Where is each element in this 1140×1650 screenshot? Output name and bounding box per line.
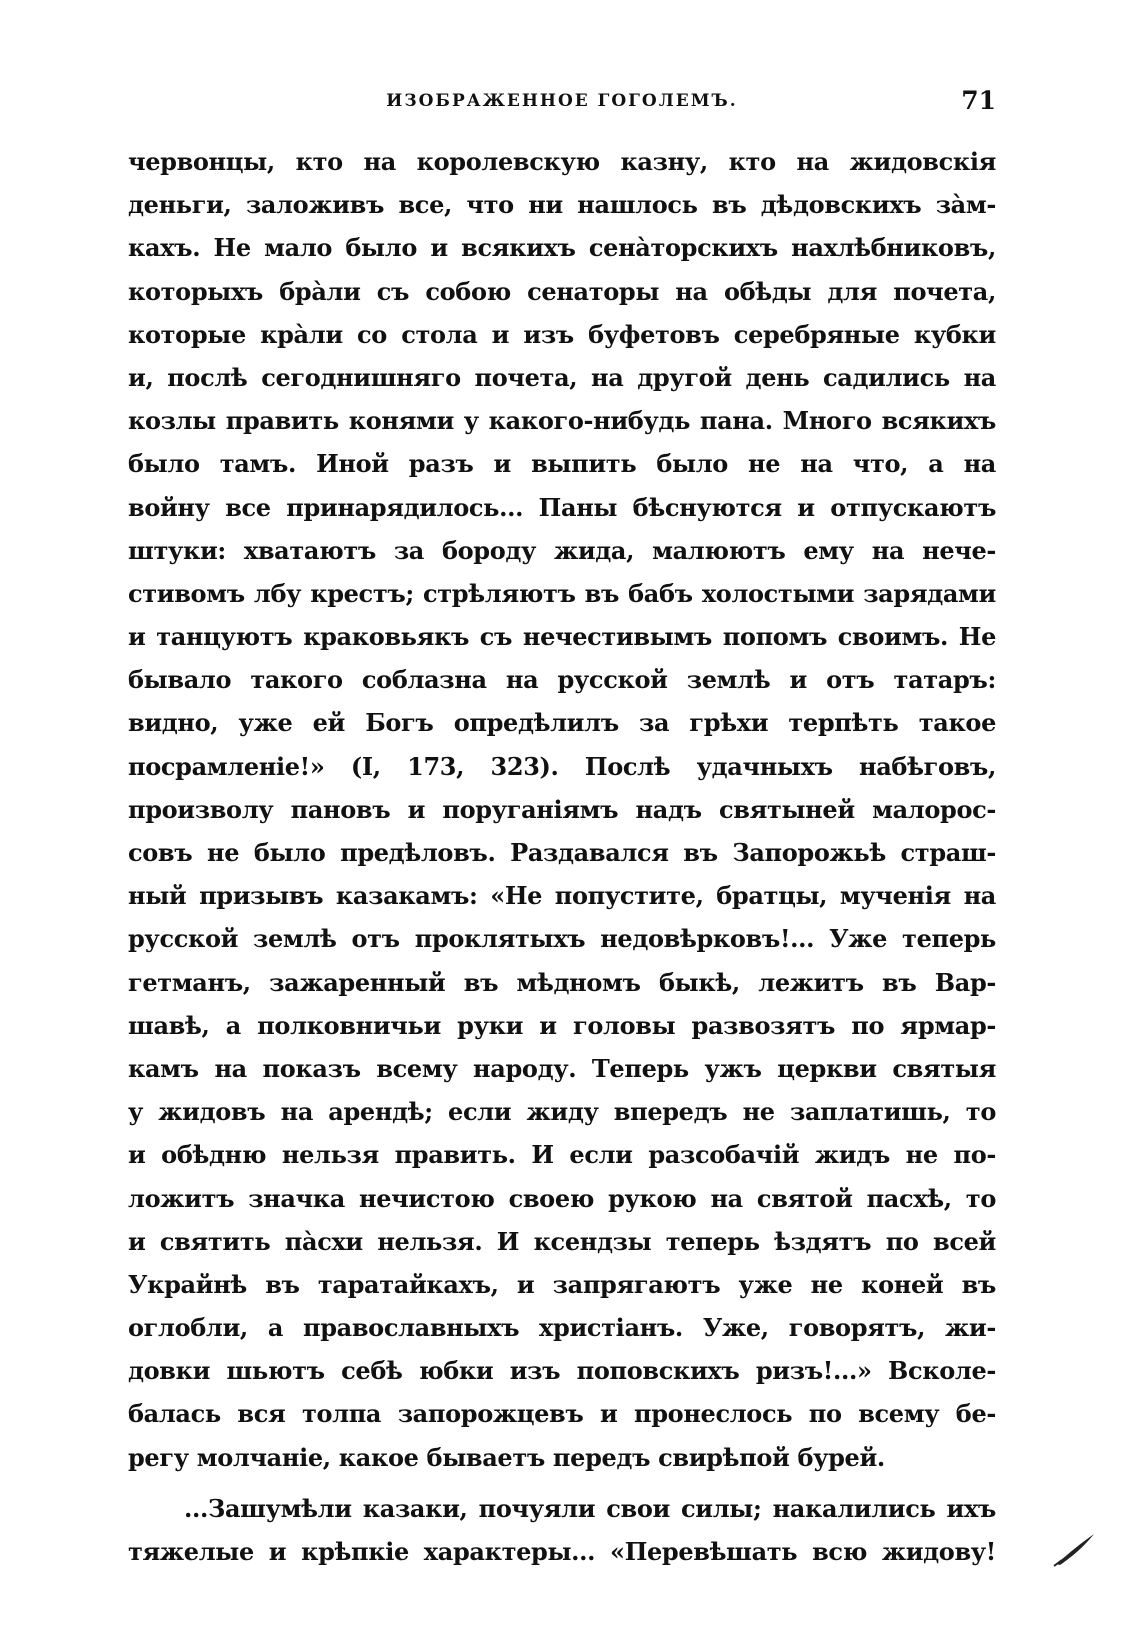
text-line: совъ не было предѣловъ. Раздавался въ Запорожьѣ страш- (128, 838, 996, 867)
paragraph-start-line: ...Зашумѣли казаки, почуяли свои силы; накалились ихъ (184, 1493, 996, 1523)
quill-mark-icon (1052, 1528, 1098, 1568)
body-text (128, 140, 996, 1573)
page-number: 71 (961, 86, 996, 115)
text-line: Украйнѣ въ таратайкахъ, и запрягаютъ уже не коней въ (128, 1269, 996, 1299)
text-line: и, послѣ сегоднишняго почета, на другой день садились на (128, 362, 996, 392)
text-line: ный призывъ казакамъ: «Не попустите, братцы, мученія на (128, 881, 996, 911)
text-line: тяжелые и крѣпкіе характеры... «Перевѣшать всю жидову! (128, 1537, 996, 1566)
paragraph-end-line: регу молчаніе, какое бываетъ передъ свирѣпой бурей. (128, 1442, 885, 1472)
text-line: шавѣ, а полковничьи руки и головы развозятъ по ярмар- (128, 1010, 996, 1040)
text-line: у жидовъ на арендѣ; если жиду впередъ не заплатишь, то (128, 1097, 996, 1127)
text-line: деньги, заложивъ все, что ни нашлось въ дѣдовскихъ зàм- (128, 190, 996, 220)
running-header (128, 86, 996, 116)
text-line: штуки: хватаютъ за бороду жида, малюютъ ему на нече- (128, 535, 996, 565)
text-line: видно, уже ей Богъ опредѣлилъ за грѣхи терпѣть такое (128, 708, 996, 738)
text-line: стивомъ лбу крестъ; стрѣляютъ въ бабъ холостыми зарядами (128, 578, 996, 608)
running-title: ИЗОБРАЖЕННОЕ ГОГОЛЕМЪ. (386, 91, 738, 111)
text-line: кахъ. Не мало было и всякихъ сенàторскихъ нахлѣбниковъ, (128, 233, 996, 263)
text-line: было тамъ. Иной разъ и выпить было не на что, а на (128, 449, 996, 479)
text-line: и обѣдню нельзя править. И если разсобачій жидъ не по- (128, 1140, 996, 1170)
text-line: и танцуютъ краковьякъ съ нечестивымъ попомъ своимъ. Не (128, 622, 996, 652)
text-line: посрамленіе!» (I, 173, 323). Послѣ удачныхъ набѣговъ, (128, 751, 996, 781)
text-line: червонцы, кто на королевскую казну, кто на жидовскія (128, 147, 996, 176)
text-line: довки шьютъ себѣ юбки изъ поповскихъ ризъ!...» Всколе- (128, 1356, 996, 1386)
text-line: которыхъ брàли съ собою сенаторы на обѣды для почета, (128, 276, 996, 306)
text-line: оглобли, а православныхъ христіанъ. Уже, говорятъ, жи- (128, 1313, 996, 1343)
text-line: произволу пановъ и поруганіямъ надъ святыней малорос- (128, 794, 996, 824)
text-line: русской землѣ отъ проклятыхъ недовѣрковъ!... Уже теперь (128, 924, 996, 954)
text-line: камъ на показъ всему народу. Теперь ужъ церкви святыя (128, 1053, 996, 1083)
text-line: войну все принарядилось... Паны бѣснуются и отпускаютъ (128, 492, 996, 522)
text-line: балась вся толпа запорожцевъ и пронеслось по всему бе- (128, 1399, 996, 1429)
text-line: гетманъ, зажаренный въ мѣдномъ быкѣ, лежитъ въ Вар- (128, 967, 996, 997)
text-line: бывало такого соблазна на русской землѣ и отъ татаръ: (128, 665, 996, 695)
text-line: ложитъ значка нечистою своею рукою на святой пасхѣ, то (128, 1183, 996, 1213)
text-line: и святить пàсхи нельзя. И ксендзы теперь ѣздятъ по всей (128, 1226, 996, 1256)
text-line: которые крàли со стола и изъ буфетовъ серебряные кубки (128, 319, 996, 349)
text-line: козлы править конями у какого-нибудь пана. Много всякихъ (128, 406, 996, 436)
